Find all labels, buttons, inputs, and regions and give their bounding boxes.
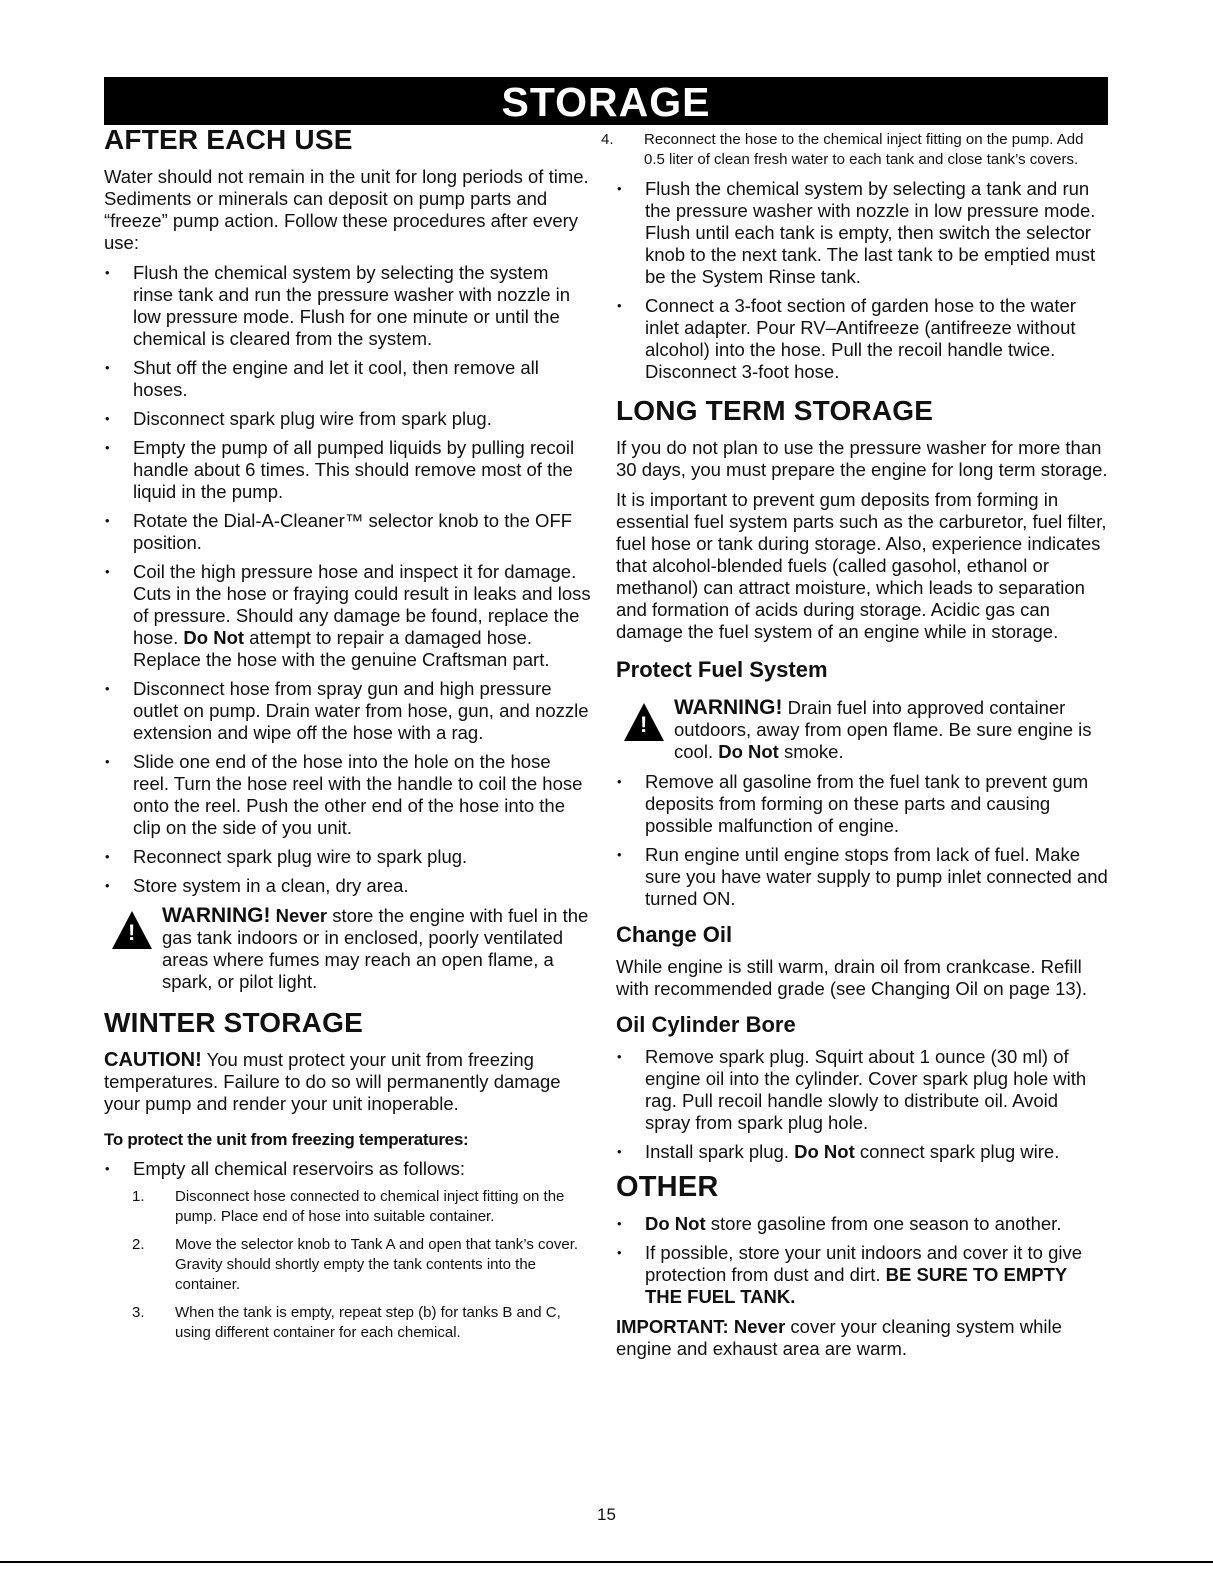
list-item: • Slide one end of the hose into the hole on the hose reel. Turn the hose reel with the handle to coil the hose onto the reel. Push the other end of the hose into the clip on the side of you unit. [104,751,591,839]
connect-text: connect spark plug wire. [859,1141,1060,1162]
do-not-emphasis: Do Not [794,1141,855,1162]
warning-text: store the engine with fuel in the gas tank indoors or in enclosed, poorly ventilated areas where fumes may reach an open flame, a spark, or pilot light. [162,905,589,992]
step-item [573,130,1108,170]
gasoline-text: store gasoline from one season to another. [710,1213,1062,1234]
caution-paragraph [104,1049,591,1115]
warning-label: WARNING! [674,696,783,719]
change-oil-text: While engine is still warm, drain oil from crankcase. Refill with recommended grade (see Changing Oil on page 13). [616,956,1088,999]
long-term-p1: If you do not plan to use the pressure washer for more than 30 days, you must prepare the engine for long term storage. [616,437,1108,480]
warning-emphasis: Do Not [718,741,779,762]
important-label: IMPORTANT: [616,1316,729,1337]
list-item [616,1141,1108,1163]
list-item: • Flush the chemical system by selecting a tank and run the pressure washer with nozzle in low pressure mode. Flush until each tank is empty, then switch the selector knob to the next tank. The last tank to be emptied must be the System Rinse tank. [616,178,1108,288]
list-item: • Flush the chemical system by selecting the system rinse tank and run the pressure washer with nozzle in low pressure mode. Flush for one minute or until the chemical is cleared from the system. [104,262,591,350]
list-item: • Rotate the Dial-A-Cleaner™ selector knob to the OFF position. [104,510,591,554]
winter-list [104,1158,591,1180]
warning-emphasis: Never [275,905,328,926]
after-each-use-heading: AFTER EACH USE [104,124,353,155]
step-number: 3. [132,1304,145,1321]
step-number: 4. [601,131,614,148]
other-heading: OTHER [616,1171,719,1203]
list-item: • Disconnect spark plug wire from spark plug. [104,408,591,430]
list-item [616,1242,1108,1308]
list-item: • Shut off the engine and let it cool, then remove all hoses. [104,357,591,401]
caution-text: You must protect your unit from freezing temperatures. Failure to do so will permanently damage your pump and render your unit inoperable. [104,1049,561,1114]
winter-flush-list [616,178,1108,383]
fuel-list [616,771,1108,910]
list-item: • Store system in a clean, dry area. [104,875,591,897]
winter-storage-heading: WINTER STORAGE [104,1007,363,1038]
long-term-p2: It is important to prevent gum deposits from forming in essential fuel system parts such as the carburetor, fuel filter, fuel hose or tank during storage. Also, experience indicates that alcohol-blended fuels (called gasohol, ethanol or methanol) can attract moisture, which leads to separation and formation of acids during storage. Acidic gas can damage the fuel system of an engine while in storage. [616,489,1107,642]
empty-tank-emphasis: BE SURE TO EMPTY THE FUEL TANK. [645,1264,1067,1307]
list-item [616,1213,1108,1235]
do-not-emphasis: Do Not [645,1213,706,1234]
engine-fuel-warning [104,905,591,993]
important-text: cover your cleaning system while engine and exhaust area are warm. [616,1316,1062,1359]
step-text: When the tank is empty, repeat step (b) for tanks B and C, using different container for each chemical. [175,1304,561,1341]
list-item: • Disconnect hose from spray gun and high pressure outlet on pump. Drain water from hose, gun, and nozzle extension and wipe off the hose with a rag. [104,678,591,744]
warning-label: WARNING! [162,904,271,927]
step-number: 2. [132,1236,145,1253]
change-oil-heading: Change Oil [616,922,733,947]
left-column [104,124,591,1351]
fuel-warning [616,697,1108,763]
caution-label: CAUTION! [104,1049,202,1071]
reservoir-steps-continued [601,130,1108,170]
reservoir-steps [104,1187,591,1343]
list-item [104,561,591,671]
never-emphasis: Never [733,1316,786,1337]
oil-cylinder-list [616,1046,1108,1163]
step-text: Reconnect the hose to the chemical inject fitting on the pump. Add 0.5 liter of clean fresh water to each tank and close tank’s covers. [644,131,1084,168]
bottom-rule [0,1561,1213,1563]
coil-text-c: attempt to repair a damaged hose. Replace the hose with the genuine Craftsman part. [133,627,550,670]
install-text: Install spark plug. [645,1141,789,1162]
list-item: • Run engine until engine stops from lack of fuel. Make sure you have water supply to pump inlet connected and turned ON. [616,844,1108,910]
page-title: STORAGE [501,79,711,125]
after-each-use-intro: Water should not remain in the unit for long periods of time. Sediments or minerals can deposit on pump parts and “freeze” pump action. Follow these procedures after every use: [104,166,589,253]
important-paragraph [616,1316,1108,1360]
coil-text-a: Coil the high pressure hose and inspect it for damage. Cuts in the hose or fraying could result in leaks and loss of pressure. Should any damage be found, replace the hose. [133,561,591,648]
list-item: • Connect a 3-foot section of garden hose to the water inlet adapter. Pour RV–Antifreeze (antifreeze without alcohol) into the hose. Pull the recoil handle twice. Disconnect 3-foot hose. [616,295,1108,383]
step-text: Disconnect hose connected to chemical inject fitting on the pump. Place end of hose into suitable container. [175,1188,565,1225]
step-number: 1. [132,1188,145,1205]
warning-triangle-icon [624,703,664,741]
warning-text-a: Drain fuel into approved container outdoors, away from open flame. Be sure engine is cool. [674,697,1092,762]
protect-fuel-heading: Protect Fuel System [616,657,828,682]
list-item: • Remove all gasoline from the fuel tank to prevent gum deposits from forming on these parts and causing possible malfunction of engine. [616,771,1108,837]
indoors-text: If possible, store your unit indoors and cover it to give protection from dust and dirt. [645,1242,1083,1285]
step-item [104,1303,591,1343]
warning-text-b: smoke. [783,741,844,762]
list-item: • Reconnect spark plug wire to spark plug. [104,846,591,868]
list-item: • Empty all chemical reservoirs as follows: [104,1158,591,1180]
oil-cylinder-heading: Oil Cylinder Bore [616,1012,796,1037]
step-item [104,1187,591,1227]
page-title-banner [104,77,1108,125]
page-number: 15 [597,1505,616,1524]
long-term-storage-heading: LONG TERM STORAGE [616,395,934,426]
right-column [601,124,1108,1368]
step-item [104,1235,591,1295]
after-each-use-list [104,262,591,897]
step-text: Move the selector knob to Tank A and open that tank’s cover. Gravity should shortly empty the tank contents into the container. [175,1236,579,1293]
warning-triangle-icon [112,911,152,949]
list-item: • Empty the pump of all pumped liquids by pulling recoil handle about 6 times. This should remove most of the liquid in the pump. [104,437,591,503]
other-list [616,1213,1108,1308]
do-not-emphasis: Do Not [183,627,245,648]
freezing-subheading: To protect the unit from freezing temperatures: [104,1130,469,1149]
list-item: • Remove spark plug. Squirt about 1 ounce (30 ml) of engine oil into the cylinder. Cover spark plug hole with rag. Pull recoil handle slowly to distribute oil. Avoid spray from spark plug hole. [616,1046,1108,1134]
